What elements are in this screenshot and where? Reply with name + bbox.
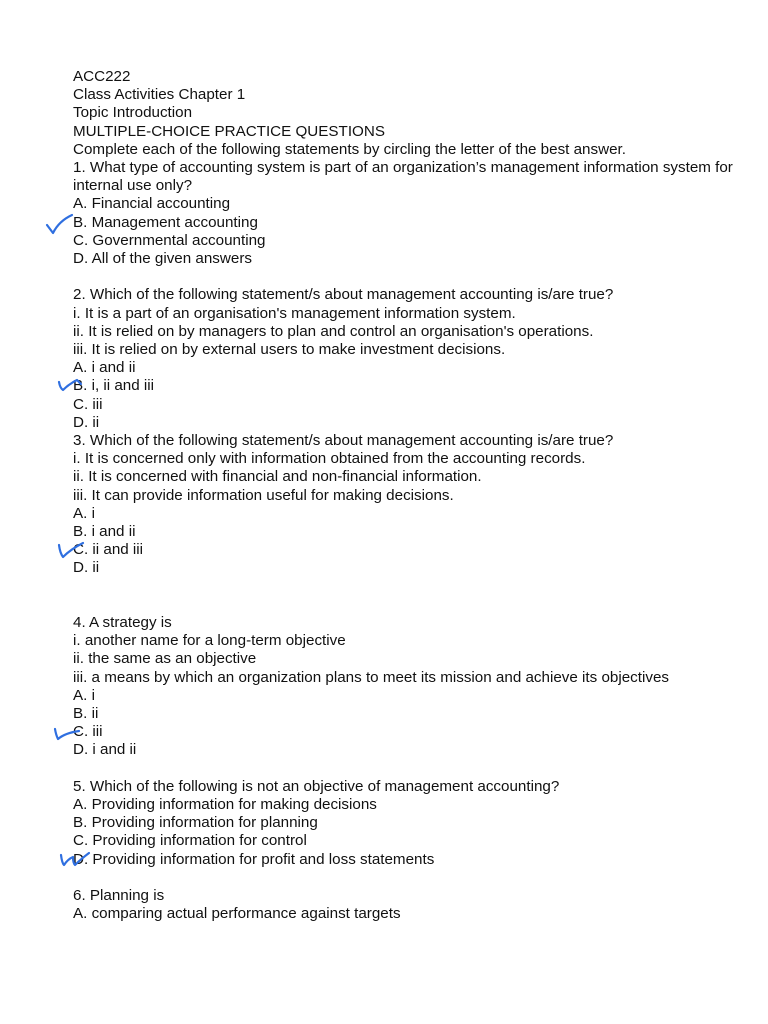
question-2-statement-iii: iii. It is relied on by external users to make investment decisions. (73, 341, 506, 359)
question-2-option-c (73, 396, 733, 414)
option-text: C. Governmental accounting (73, 231, 266, 249)
chapter-title: Class Activities Chapter 1 (73, 86, 246, 104)
question-5-prompt: 5. Which of the following is not an objective of management accounting? (73, 777, 560, 795)
question-3-statement-i: i. It is concerned only with information obtained from the accounting records. (73, 450, 586, 468)
course-code: ACC222 (73, 68, 131, 85)
option-text: C. iii (73, 395, 103, 413)
option-text: A. Financial accounting (73, 195, 231, 213)
question-5-option-c (73, 832, 733, 850)
option-text: C. Providing information for control (73, 832, 307, 850)
question-5-option-d (73, 851, 733, 869)
question-2-statement-ii: ii. It is relied on by managers to plan and control an organisation's operations. (73, 322, 594, 340)
option-text: A. Providing information for making decisions (73, 796, 377, 814)
question-4-prompt: 4. A strategy is (73, 614, 172, 632)
option-text: A. i and ii (73, 359, 136, 377)
option-text: B. Management accounting (73, 213, 258, 231)
question-3-prompt: 3. Which of the following statement/s about management accounting is/are true? (73, 432, 614, 450)
option-text: B. i, ii and iii (73, 377, 155, 395)
question-5-option-b (73, 814, 733, 832)
question-6-option-a (73, 905, 733, 923)
option-text: D. i and ii (73, 741, 137, 759)
question-1-option-a (73, 195, 733, 213)
option-text: C. iii (73, 723, 103, 741)
option-text: A. i (73, 504, 95, 522)
spacer (73, 268, 733, 286)
question-1-option-d (73, 250, 733, 268)
question-4-option-a (73, 687, 733, 705)
question-3-option-a (73, 505, 733, 523)
question-3-option-d (73, 559, 733, 577)
spacer (73, 578, 733, 614)
question-2-statement-i: i. It is a part of an organisation's management information system. (73, 304, 516, 322)
question-1-option-c (73, 232, 733, 250)
question-1-prompt: 1. What type of accounting system is part of an organization’s management information system for internal use only? (73, 159, 733, 195)
option-text: B. ii (73, 705, 99, 723)
question-3-statement-ii: ii. It is concerned with financial and non-financial information. (73, 468, 482, 486)
spacer (73, 760, 733, 778)
topic-title: Topic Introduction (73, 104, 193, 122)
question-5-option-a (73, 796, 733, 814)
question-6-prompt: 6. Planning is (73, 887, 165, 905)
option-text: C. ii and iii (73, 541, 144, 559)
option-text: D. Providing information for profit and loss statements (73, 850, 435, 868)
question-4-statement-ii: ii. the same as an objective (73, 650, 257, 668)
option-text: D. ii (73, 559, 100, 577)
question-3-option-c (73, 541, 733, 559)
question-4-statement-i: i. another name for a long-term objective (73, 632, 346, 650)
question-5 (73, 778, 733, 869)
section-heading: MULTIPLE-CHOICE PRACTICE QUESTIONS (73, 122, 385, 140)
instructions: Complete each of the following statements by circling the letter of the best answer. (73, 140, 626, 158)
question-2-prompt: 2. Which of the following statement/s about management accounting is/are true? (73, 286, 614, 304)
option-text: A. i (73, 686, 95, 704)
option-text: D. ii (73, 413, 100, 431)
question-2 (73, 286, 733, 432)
option-text: A. comparing actual performance against targets (73, 905, 401, 923)
spacer (73, 869, 733, 887)
question-4-statement-iii: iii. a means by which an organization plans to meet its mission and achieve its objectives (73, 668, 669, 686)
question-4-option-c (73, 723, 733, 741)
question-2-option-b (73, 377, 733, 395)
question-4 (73, 614, 733, 760)
question-4-option-d (73, 741, 733, 759)
option-text: B. i and ii (73, 523, 136, 541)
question-1 (73, 159, 733, 268)
question-3-option-b (73, 523, 733, 541)
document-content (73, 68, 733, 923)
option-text: D. All of the given answers (73, 250, 252, 268)
question-3 (73, 432, 733, 578)
question-6 (73, 887, 733, 923)
question-3-statement-iii: iii. It can provide information useful for making decisions. (73, 486, 454, 504)
question-1-option-b (73, 214, 733, 232)
question-2-option-a (73, 359, 733, 377)
option-text: B. Providing information for planning (73, 814, 318, 832)
question-2-option-d (73, 414, 733, 432)
question-4-option-b (73, 705, 733, 723)
